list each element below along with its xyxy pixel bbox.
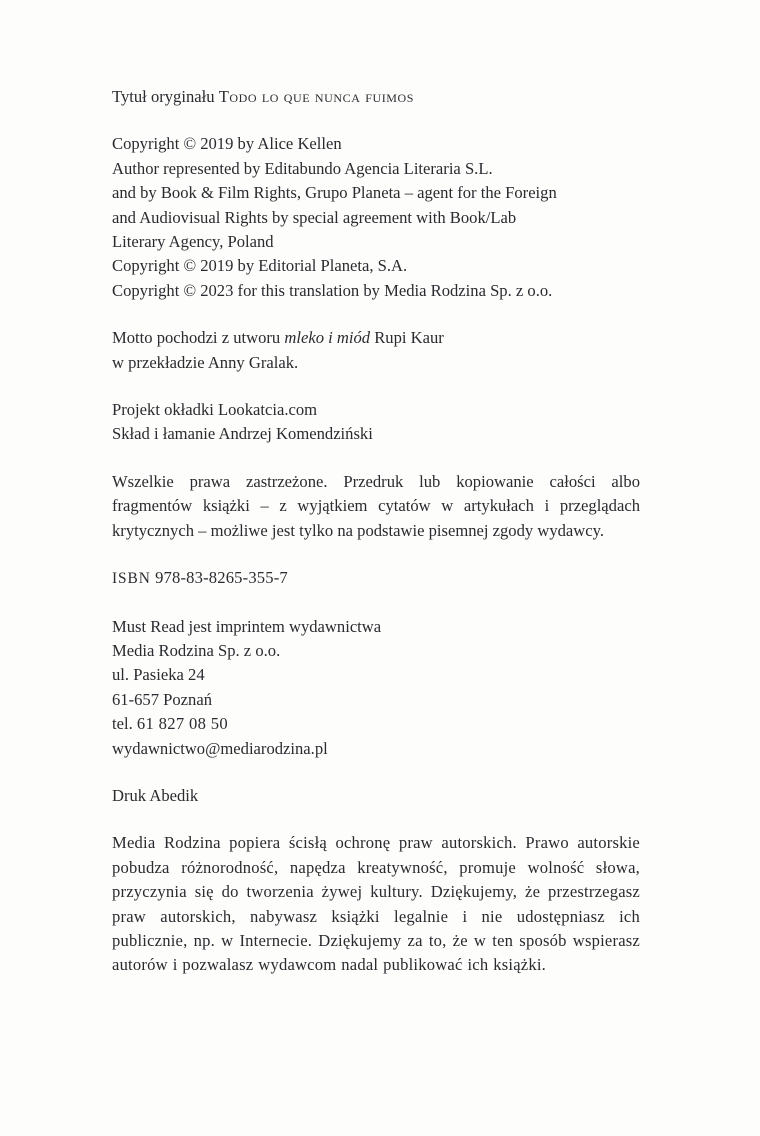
publisher-email: wydawnictwo@mediarodzina.pl	[112, 738, 328, 758]
imprint-address-block	[112, 615, 640, 761]
copyright-line: Literary Agency, Poland	[112, 232, 274, 252]
credits-block	[112, 398, 640, 447]
anti-piracy-paragraph: Media Rodzina popiera ścisłą ochronę praw autorskich. Prawo autorskie pobudza różnorodność, napędza kreatywność, promuje wolność słowa, przyczynia się do tworzenia żywej kultury. Dziękujemy, że przestrzegasz praw autorskich, nabywasz książki legalnie i nie udostępniasz ich publicznie, np. w Internecie. Dziękujemy za to, że w ten sposób wspierasz autorów i pozwalasz wydawcom nadal publikować ich książki.	[112, 833, 640, 975]
copyright-line: Author represented by Editabundo Agencia Literaria S.L.	[112, 158, 493, 178]
motto-suffix: Rupi Kaur	[370, 328, 444, 348]
publisher-name: Media Rodzina Sp. z o.o.	[112, 640, 281, 660]
original-title-line	[112, 85, 640, 109]
cover-design-credit: Projekt okładki Lookatcia.com	[112, 400, 318, 420]
isbn-line	[112, 566, 640, 591]
isbn-value: 978-83-8265-355-7	[155, 568, 288, 588]
motto-credit-block	[112, 326, 640, 375]
motto-prefix: Motto pochodzi z utworu	[112, 328, 285, 348]
motto-credit-line	[112, 326, 640, 350]
original-title-value: Todo lo que nunca fuimos	[218, 87, 415, 106]
original-title-prefix: Tytuł oryginału	[112, 87, 219, 106]
copyright-line: Copyright © 2023 for this translation by Media Rodzina Sp. z o.o.	[112, 280, 553, 300]
isbn-block	[112, 566, 640, 591]
motto-translator-line: w przekładzie Anny Gralak.	[112, 352, 299, 372]
phone-label: tel.	[112, 714, 137, 734]
rights-reserved-paragraph: Wszelkie prawa zastrzeżone. Przedruk lub kopiowanie całości albo fragmentów książki – z wyjątkiem cytatów w artykułach i przeglądach krytycznych – możliwe jest tylko na podstawie pisemnej zgody wydawcy.	[112, 471, 640, 540]
copyright-line: Copyright © 2019 by Alice Kellen	[112, 134, 342, 154]
printer-line: Druk Abedik	[112, 785, 199, 805]
original-title-block	[112, 85, 640, 109]
copyright-block	[112, 132, 640, 303]
street-address: ul. Pasieka 24	[112, 665, 205, 685]
copyright-line: and Audiovisual Rights by special agreement with Book/Lab	[112, 207, 517, 227]
postal-city: 61-657 Poznań	[112, 689, 213, 709]
copyright-line: Copyright © 2019 by Editorial Planeta, S.A.	[112, 256, 408, 276]
typesetting-credit: Skład i łamanie Andrzej Komendziński	[112, 424, 373, 444]
copyright-line: and by Book & Film Rights, Grupo Planeta – agent for the Foreign	[112, 183, 557, 203]
imprint-line: Must Read jest imprintem wydawnictwa	[112, 616, 382, 636]
motto-work-title: mleko i miód	[284, 328, 371, 348]
phone-number: 61 827 08 50	[136, 714, 228, 734]
printer-block	[112, 784, 640, 808]
phone-line	[112, 712, 640, 736]
isbn-label: ISBN	[112, 570, 151, 588]
